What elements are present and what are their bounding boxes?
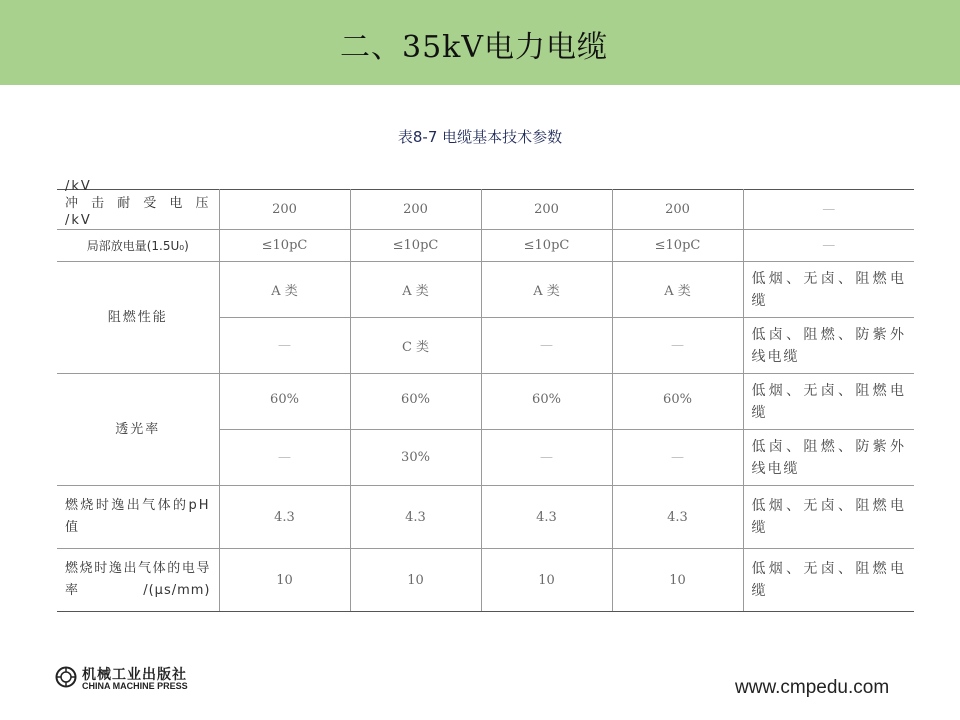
table-cell: 10 <box>350 549 481 612</box>
table-caption: 表8-7 电缆基本技术参数 <box>397 128 563 146</box>
table-cell: — <box>612 318 743 374</box>
table-row <box>57 374 914 430</box>
website-url: www.cmpedu.com <box>735 677 890 698</box>
table-cell: 4.3 <box>350 486 481 549</box>
table-cell: 60% <box>481 374 612 430</box>
table-cell: A 类 <box>612 262 743 318</box>
table-note: 低烟、无卤、阻燃电缆 <box>743 486 914 549</box>
table-cell: 4.3 <box>219 486 350 549</box>
row-label: 阻燃性能 <box>57 262 219 374</box>
table-cell: 10 <box>219 549 350 612</box>
table-container <box>57 179 914 611</box>
parameters-table <box>57 179 914 612</box>
publisher-logo <box>55 664 225 694</box>
table-cell: 60% <box>612 374 743 430</box>
table-cell: 200 <box>350 190 481 230</box>
table-cell: 4.3 <box>481 486 612 549</box>
table-cell: 200 <box>219 190 350 230</box>
table-cell: ≤10pC <box>481 230 612 262</box>
table-cell: 30% <box>350 430 481 486</box>
table-cell: ≤10pC <box>219 230 350 262</box>
table-cell: 60% <box>219 374 350 430</box>
table-row <box>57 486 914 549</box>
table-cell: — <box>219 318 350 374</box>
row-label: 燃烧时逸出气体的电导率/(μs/mm) <box>57 549 219 612</box>
table-note: 低烟、无卤、阻燃电缆 <box>743 549 914 612</box>
table-row <box>57 262 914 318</box>
table-cell: ≤10pC <box>350 230 481 262</box>
table-cell: 10 <box>612 549 743 612</box>
table-row <box>57 230 914 262</box>
row-label: 透光率 <box>57 374 219 486</box>
slide-title: 二、35kV电力电缆 <box>340 30 609 65</box>
table-cell: 4.3 <box>612 486 743 549</box>
table-note: — <box>743 190 914 230</box>
table-note: 低烟、无卤、阻燃电缆 <box>743 262 914 318</box>
table-row <box>57 549 914 612</box>
table-cell: — <box>612 430 743 486</box>
publisher-name-en: CHINA MACHINE PRESS <box>82 681 188 691</box>
table-note: 低卤、阻燃、防紫外线电缆 <box>743 430 914 486</box>
row-label: 燃烧时逸出气体的pH值 <box>57 486 219 549</box>
table-note: 低烟、无卤、阻燃电缆 <box>743 374 914 430</box>
table-cell: 10 <box>481 549 612 612</box>
table-cell: — <box>219 430 350 486</box>
table-cell: 60% <box>350 374 481 430</box>
table-note: — <box>743 230 914 262</box>
table-note: 低卤、阻燃、防紫外线电缆 <box>743 318 914 374</box>
table-cell: A 类 <box>350 262 481 318</box>
table-cell: C 类 <box>350 318 481 374</box>
table-cell: 200 <box>481 190 612 230</box>
table-cell: — <box>481 318 612 374</box>
table-cell: — <box>481 430 612 486</box>
publisher-emblem-icon <box>55 666 77 688</box>
publisher-name-cn: 机械工业出版社 <box>82 667 187 683</box>
table-cell: A 类 <box>219 262 350 318</box>
table-row <box>57 190 914 230</box>
table-cell: A 类 <box>481 262 612 318</box>
row-label: /kV 冲击耐受电压 /kV <box>57 190 219 230</box>
table-cell: ≤10pC <box>612 230 743 262</box>
table-cell: 200 <box>612 190 743 230</box>
row-label: 局部放电量(1.5U₀) <box>57 230 219 262</box>
